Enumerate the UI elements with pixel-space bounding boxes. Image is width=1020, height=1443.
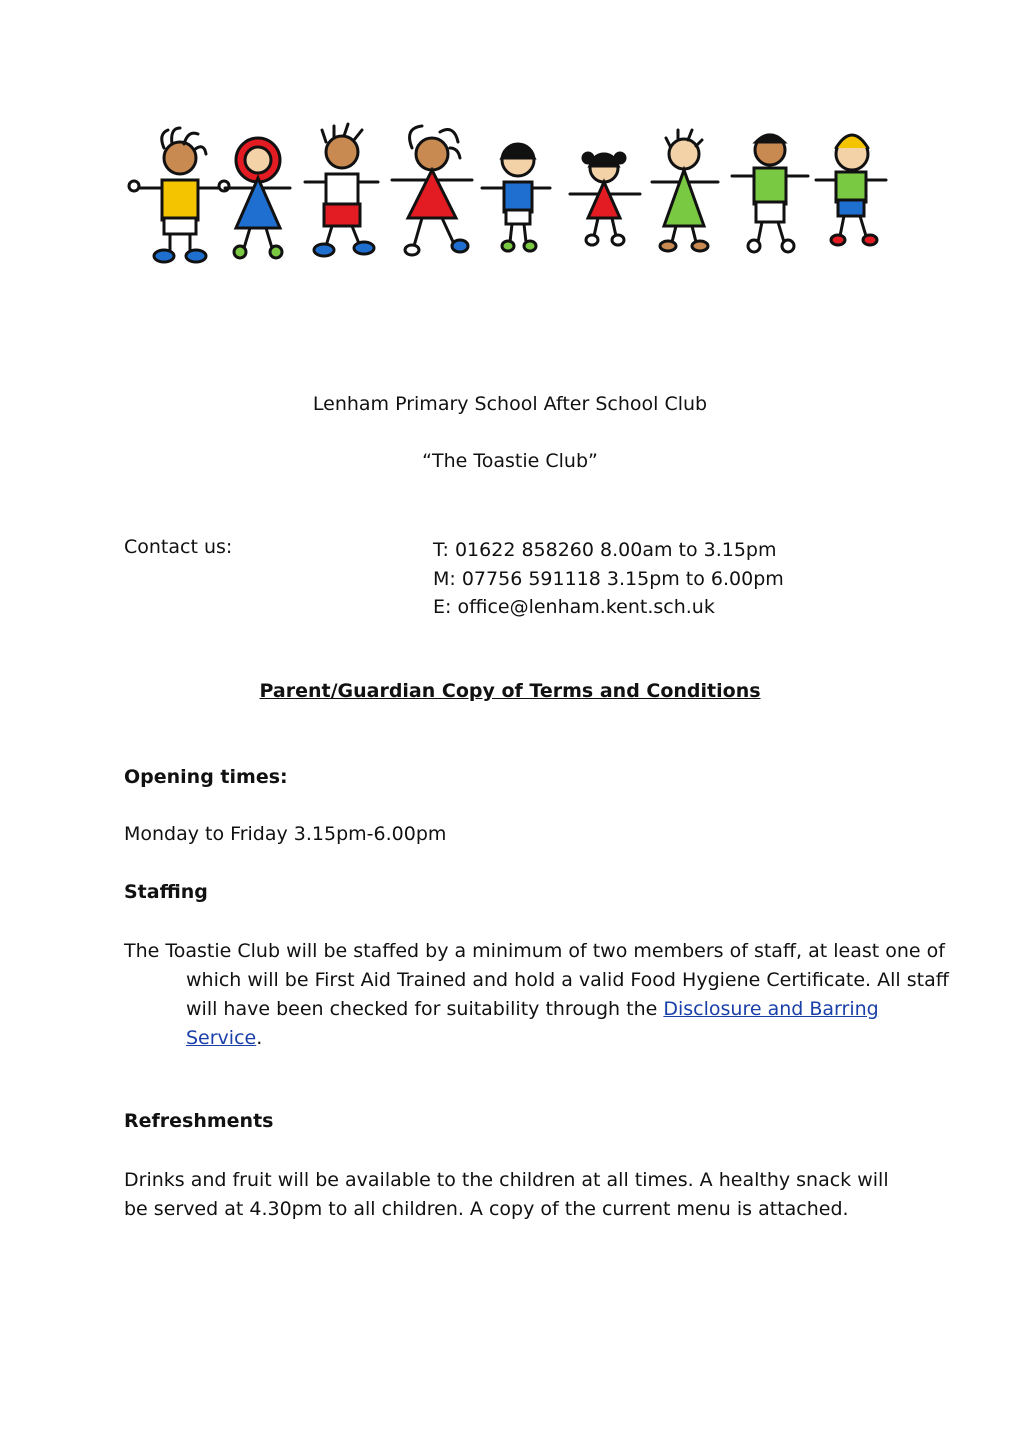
club-name: “The Toastie Club” xyxy=(422,450,598,472)
child-figure xyxy=(482,144,550,251)
child-figure xyxy=(225,138,290,258)
opening-times-text: Monday to Friday 3.15pm-6.00pm xyxy=(124,823,447,845)
child-figure xyxy=(816,135,886,245)
phone-line: T: 01622 858260 8.00am to 3.15pm xyxy=(433,539,777,561)
dbs-link[interactable]: Disclosure and Barring Service xyxy=(186,998,879,1049)
child-figure xyxy=(570,153,640,245)
child-figure xyxy=(392,126,472,255)
staffing-text: The Toastie Club will be staffed by a minimum of two members of staff, at least one of which will be First Aid Trained and hold a valid Food Hygiene Certificate. All staff will have been checked for suitability through the xyxy=(124,940,949,1020)
child-figure xyxy=(732,135,808,252)
child-figure xyxy=(652,130,718,251)
refreshments-heading: Refreshments xyxy=(124,1110,274,1132)
child-figure xyxy=(129,128,229,262)
contact-details xyxy=(433,536,784,622)
opening-times-heading: Opening times: xyxy=(124,766,288,788)
staffing-text-end: . xyxy=(256,1027,263,1049)
staffing-heading: Staffing xyxy=(124,881,208,903)
mobile-line: M: 07756 591118 3.15pm to 6.00pm xyxy=(433,567,784,590)
terms-title: Parent/Guardian Copy of Terms and Conditions xyxy=(259,680,761,702)
school-title: Lenham Primary School After School Club xyxy=(312,393,708,415)
child-figure xyxy=(305,124,378,256)
refreshments-paragraph: Drinks and fruit will be available to the children at all times. A healthy snack will be served at 4.30pm to all children. A copy of the current menu is attached. xyxy=(124,1169,889,1220)
email-line: E: office@lenham.kent.sch.uk xyxy=(433,596,715,618)
contact-label: Contact us: xyxy=(124,536,233,558)
children-holding-hands-illustration xyxy=(120,118,900,278)
staffing-paragraph xyxy=(124,937,956,1053)
